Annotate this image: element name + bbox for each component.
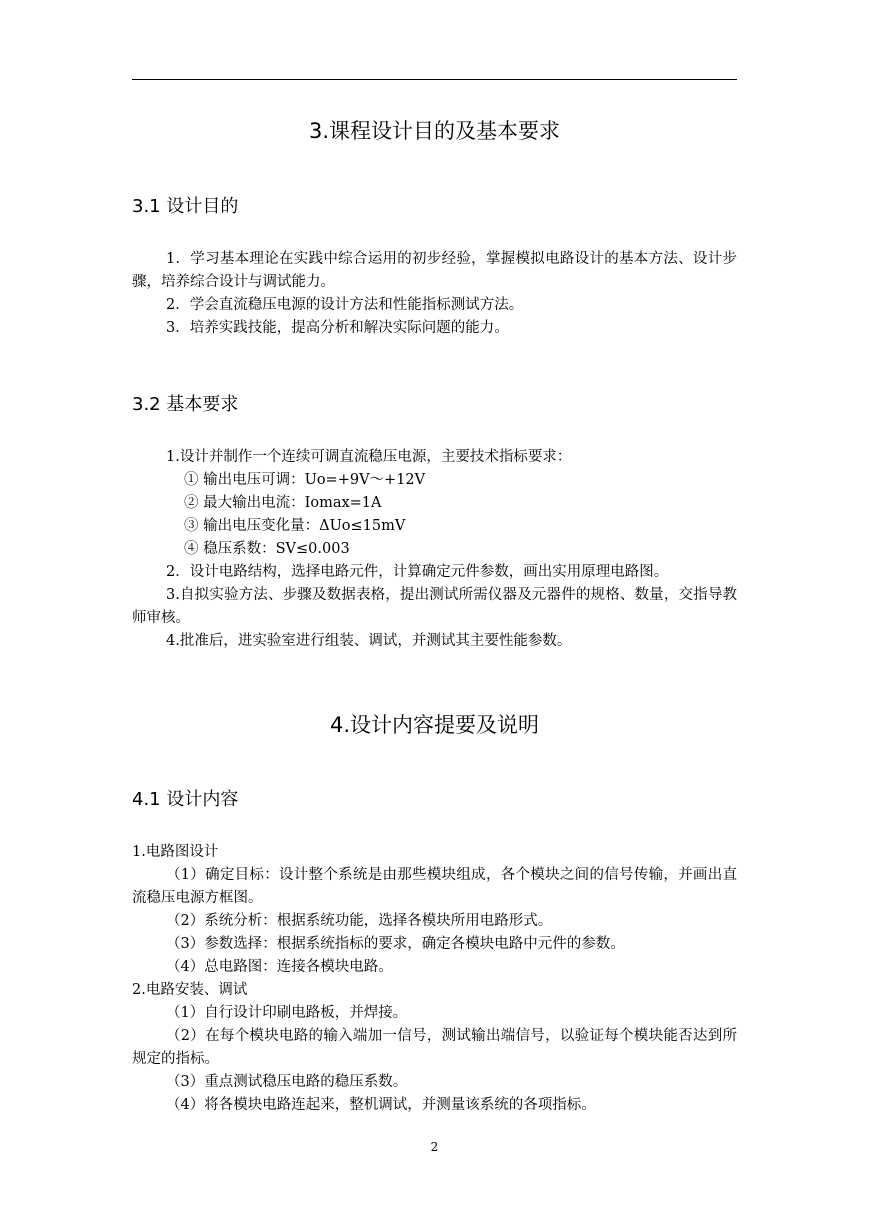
requirement-item-1: 1.设计并制作一个连续可调直流稳压电源，主要技术指标要求： xyxy=(166,449,572,465)
design-content-list xyxy=(132,841,737,1117)
part-1-title: 1.电路图设计 xyxy=(132,844,219,860)
part-1-item-4: （4）总电路图：连接各模块电路。 xyxy=(166,959,393,975)
purpose-item-2: 2．学会直流稳压电源的设计方法和性能指标测试方法。 xyxy=(166,297,524,313)
purpose-item-3: 3．培养实践技能，提高分析和解决实际问题的能力。 xyxy=(166,320,509,336)
spec-item-3: ③ 输出电压变化量：ΔUo≤15mV xyxy=(184,518,406,534)
requirement-item-2: 2．设计电路结构，选择电路元件，计算确定元件参数，画出实用原理电路图。 xyxy=(166,564,669,580)
section-3-1-title: 3.1 设计目的 xyxy=(132,196,239,217)
part-2-item-4: （4）将各模块电路连起来，整机调试，并测量该系统的各项指标。 xyxy=(166,1097,596,1113)
part-2-item-1: （1）自行设计印刷电路板，并焊接。 xyxy=(166,1005,408,1021)
spec-item-2: ② 最大输出电流：Iomax=1A xyxy=(184,495,382,511)
requirement-item-3: 3.自拟实验方法、步骤及数据表格，提出测试所需仪器及元器件的规格、数量，交指导教师审核。 xyxy=(132,587,737,626)
basic-requirements-list xyxy=(132,446,737,653)
part-2-item-2: （2）在每个模块电路的输入端加一信号，测试输出端信号，以验证每个模块能否达到所规定的指标。 xyxy=(132,1028,737,1067)
part-2-title: 2.电路安装、调试 xyxy=(132,982,248,998)
section-4-title: 4.设计内容提要及说明 xyxy=(329,713,540,737)
page-number: 2 xyxy=(430,1140,439,1154)
section-4-1-title: 4.1 设计内容 xyxy=(132,789,239,810)
design-purpose-list xyxy=(132,248,737,340)
part-1-item-3: （3）参数选择：根据系统指标的要求，确定各模块电路中元件的参数。 xyxy=(166,936,625,952)
part-2-item-3: （3）重点测试稳压电路的稳压系数。 xyxy=(166,1074,408,1090)
part-1-item-1: （1）确定目标：设计整个系统是由那些模块组成，各个模块之间的信号传输，并画出直流稳压电源方框图。 xyxy=(132,867,737,906)
purpose-item-1: 1．学习基本理论在实践中综合运用的初步经验，掌握模拟电路设计的基本方法、设计步骤，培养综合设计与调试能力。 xyxy=(132,251,737,290)
spec-item-4: ④ 稳压系数：SV≤0.003 xyxy=(184,541,350,557)
section-3-2-title: 3.2 基本要求 xyxy=(132,394,239,415)
spec-item-1: ① 输出电压可调：Uo=+9V～+12V xyxy=(184,472,426,488)
section-3-title: 3.课程设计目的及基本要求 xyxy=(308,119,561,143)
part-1-item-2: （2）系统分析：根据系统功能，选择各模块所用电路形式。 xyxy=(166,913,553,929)
requirement-item-4: 4.批准后，进实验室进行组装、调试，并测试其主要性能参数。 xyxy=(166,633,572,649)
header-rule xyxy=(132,79,737,80)
